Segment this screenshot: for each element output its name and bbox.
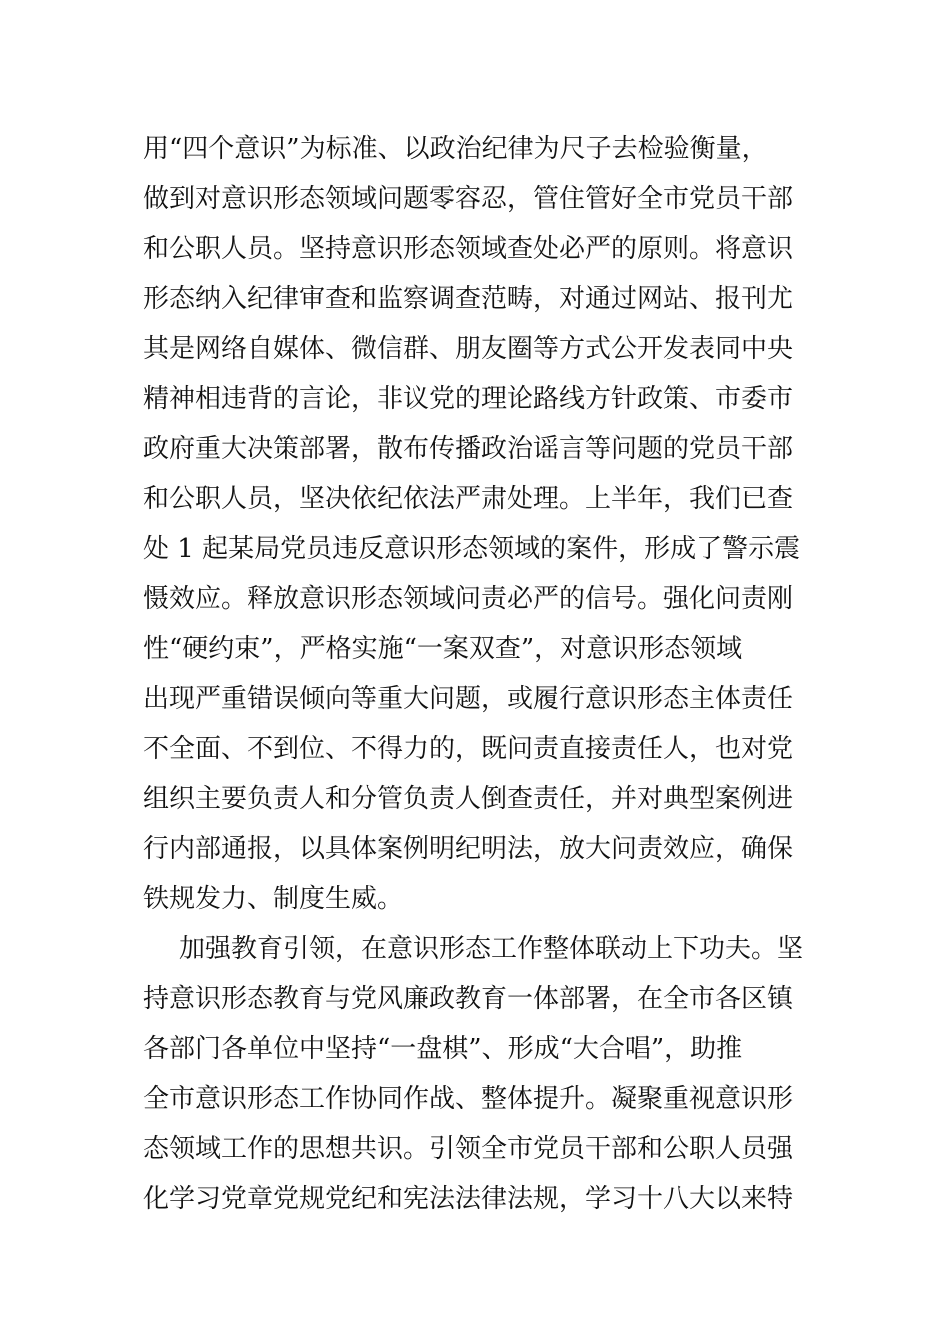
text-line: 用“四个意识”为标准、以政治纪律为尺子去检验衡量， [143, 134, 768, 164]
text-line: 做到对意识形态领域问题零容忍，管住管好全市党员干部 [143, 184, 794, 214]
text-line: 化学习党章党规党纪和宪法法律法规，学习十八大以来特 [143, 1184, 794, 1214]
document-body [143, 124, 813, 1224]
text-line: 持意识形态教育与党风廉政教育一体部署，在全市各区镇 [143, 984, 794, 1014]
paragraph-2 [143, 924, 813, 1224]
text-line: 慑效应。释放意识形态领域问责必严的信号。强化问责刚 [143, 584, 794, 614]
text-line: 各部门各单位中坚持“一盘棋”、形成“大合唱”，助推 [143, 1034, 743, 1064]
text-line: 形态纳入纪律审查和监察调查范畴，对通过网站、报刊尤 [143, 284, 794, 314]
text-line: 性“硬约束”，严格实施“一案双查”，对意识形态领域 [143, 634, 743, 664]
text-line: 其是网络自媒体、微信群、朋友圈等方式公开发表同中央 [143, 334, 794, 364]
text-line: 行内部通报，以具体案例明纪明法，放大问责效应，确保 [143, 834, 794, 864]
text-line: 态领域工作的思想共识。引领全市党员干部和公职人员强 [143, 1134, 794, 1164]
text-line: 不全面、不到位、不得力的，既问责直接责任人，也对党 [143, 734, 794, 764]
paragraph-1 [143, 124, 813, 924]
text-line-first: 加强教育引领，在意识形态工作整体联动上下功夫。坚 [179, 934, 804, 964]
text-line: 和公职人员。坚持意识形态领域查处必严的原则。将意识 [143, 234, 794, 264]
text-line: 铁规发力、制度生威。 [143, 884, 404, 914]
text-line: 组织主要负责人和分管负责人倒查责任，并对典型案例进 [143, 784, 794, 814]
text-line: 处 1 起某局党员违反意识形态领域的案件，形成了警示震 [143, 534, 801, 564]
text-line: 精神相违背的言论，非议党的理论路线方针政策、市委市 [143, 384, 794, 414]
text-line: 全市意识形态工作协同作战、整体提升。凝聚重视意识形 [143, 1084, 794, 1114]
text-line: 政府重大决策部署，散布传播政治谣言等问题的党员干部 [143, 434, 794, 464]
text-line: 出现严重错误倾向等重大问题，或履行意识形态主体责任 [143, 684, 794, 714]
text-line: 和公职人员，坚决依纪依法严肃处理。上半年，我们已查 [143, 484, 794, 514]
